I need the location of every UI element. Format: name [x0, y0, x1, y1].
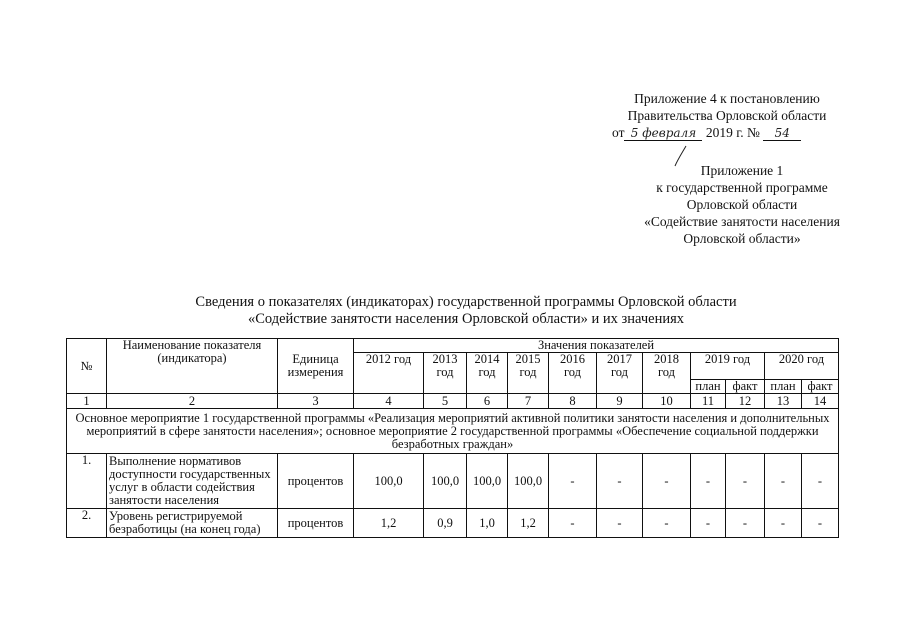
title-line-2: «Содействие занятости населения Орловской области» и их значениях	[247, 311, 685, 327]
row-value: 100,0	[424, 454, 467, 509]
title-line-1: Сведения о показателях (индикаторах) государственной программы Орловской области	[195, 294, 737, 310]
colnum-cell: 5	[424, 394, 467, 409]
row-unit: процентов	[278, 454, 354, 509]
row-value: -	[726, 509, 765, 538]
date-prefix: от	[612, 125, 625, 140]
approval-line-1: Приложение 4 к постановлению	[634, 91, 820, 106]
colnum-cell: 8	[549, 394, 597, 409]
column-number-row	[67, 394, 839, 409]
colnum-cell: 12	[726, 394, 765, 409]
appendix-line-4: «Содействие занятости населения	[644, 214, 840, 229]
colnum-cell: 11	[691, 394, 726, 409]
row-value: 1,0	[467, 509, 508, 538]
header-year-2016: 2016 год	[549, 353, 597, 394]
row-value: -	[597, 454, 643, 509]
colnum-cell: 9	[597, 394, 643, 409]
row-value: -	[597, 509, 643, 538]
colnum-cell: 14	[802, 394, 839, 409]
row-value: -	[726, 454, 765, 509]
colnum-cell: 3	[278, 394, 354, 409]
appendix-line-2: к государственной программе	[656, 180, 828, 195]
row-value: -	[643, 509, 691, 538]
header-2020-fact: факт	[802, 380, 839, 394]
section-description: Основное мероприятие 1 государственной программы «Реализация мероприятий активной политики занятости населения и дополнительных мероприятий в сфере занятости населения»; основное мероприятие 2 государственной программы «Обеспечение социальной поддержки безработных граждан»	[67, 409, 839, 454]
appendix-block	[622, 162, 862, 247]
header-year-2020: 2020 год	[765, 353, 839, 380]
row-name: Уровень регистрируемой безработицы (на конец года)	[107, 509, 278, 538]
row-num: 1.	[67, 454, 107, 509]
header-2019-plan: план	[691, 380, 726, 394]
handwritten-number: 54	[763, 126, 801, 141]
colnum-cell: 10	[643, 394, 691, 409]
row-num: 2.	[67, 509, 107, 538]
document-title	[100, 294, 832, 328]
row-unit: процентов	[278, 509, 354, 538]
colnum-cell: 2	[107, 394, 278, 409]
header-year-2015: 2015 год	[508, 353, 549, 394]
header-year-2018: 2018 год	[643, 353, 691, 394]
header-year-2013: 2013 год	[424, 353, 467, 394]
indicators-table	[66, 338, 839, 538]
row-value: 0,9	[424, 509, 467, 538]
header-year-2017: 2017 год	[597, 353, 643, 394]
row-value: -	[549, 509, 597, 538]
date-suffix: 2019 г. №	[705, 125, 760, 140]
row-value: 100,0	[354, 454, 424, 509]
approval-block	[612, 90, 842, 141]
header-year-2019: 2019 год	[691, 353, 765, 380]
table-row	[67, 454, 839, 509]
colnum-cell: 7	[508, 394, 549, 409]
approval-line-2: Правительства Орловской области	[627, 108, 827, 123]
table-row	[67, 509, 839, 538]
header-year-2014: 2014 год	[467, 353, 508, 394]
section-row	[67, 409, 839, 454]
row-value: 100,0	[508, 454, 549, 509]
row-value: 1,2	[508, 509, 549, 538]
row-value: -	[643, 454, 691, 509]
colnum-cell: 4	[354, 394, 424, 409]
row-value: -	[802, 454, 839, 509]
header-num: №	[67, 339, 107, 394]
colnum-cell: 13	[765, 394, 802, 409]
row-name: Выполнение нормативов доступности государственных услуг в области содействия занятости населения	[107, 454, 278, 509]
header-year-2012: 2012 год	[354, 353, 424, 394]
row-value: -	[549, 454, 597, 509]
row-value: -	[691, 454, 726, 509]
appendix-line-1: Приложение 1	[700, 163, 784, 178]
appendix-line-3: Орловской области	[686, 197, 798, 212]
colnum-cell: 1	[67, 394, 107, 409]
header-unit: Единица измерения	[278, 339, 354, 394]
header-2019-fact: факт	[726, 380, 765, 394]
header-name: Наименование показателя (индикатора)	[107, 339, 278, 394]
row-value: -	[802, 509, 839, 538]
header-2020-plan: план	[765, 380, 802, 394]
row-value: -	[691, 509, 726, 538]
row-value: -	[765, 454, 802, 509]
header-values-group: Значения показателей	[354, 339, 839, 353]
row-value: 100,0	[467, 454, 508, 509]
approval-date-line	[612, 124, 842, 141]
row-value: 1,2	[354, 509, 424, 538]
appendix-line-5: Орловской области»	[683, 231, 801, 246]
row-value: -	[765, 509, 802, 538]
colnum-cell: 6	[467, 394, 508, 409]
handwritten-date: 5 февраля	[624, 126, 702, 141]
